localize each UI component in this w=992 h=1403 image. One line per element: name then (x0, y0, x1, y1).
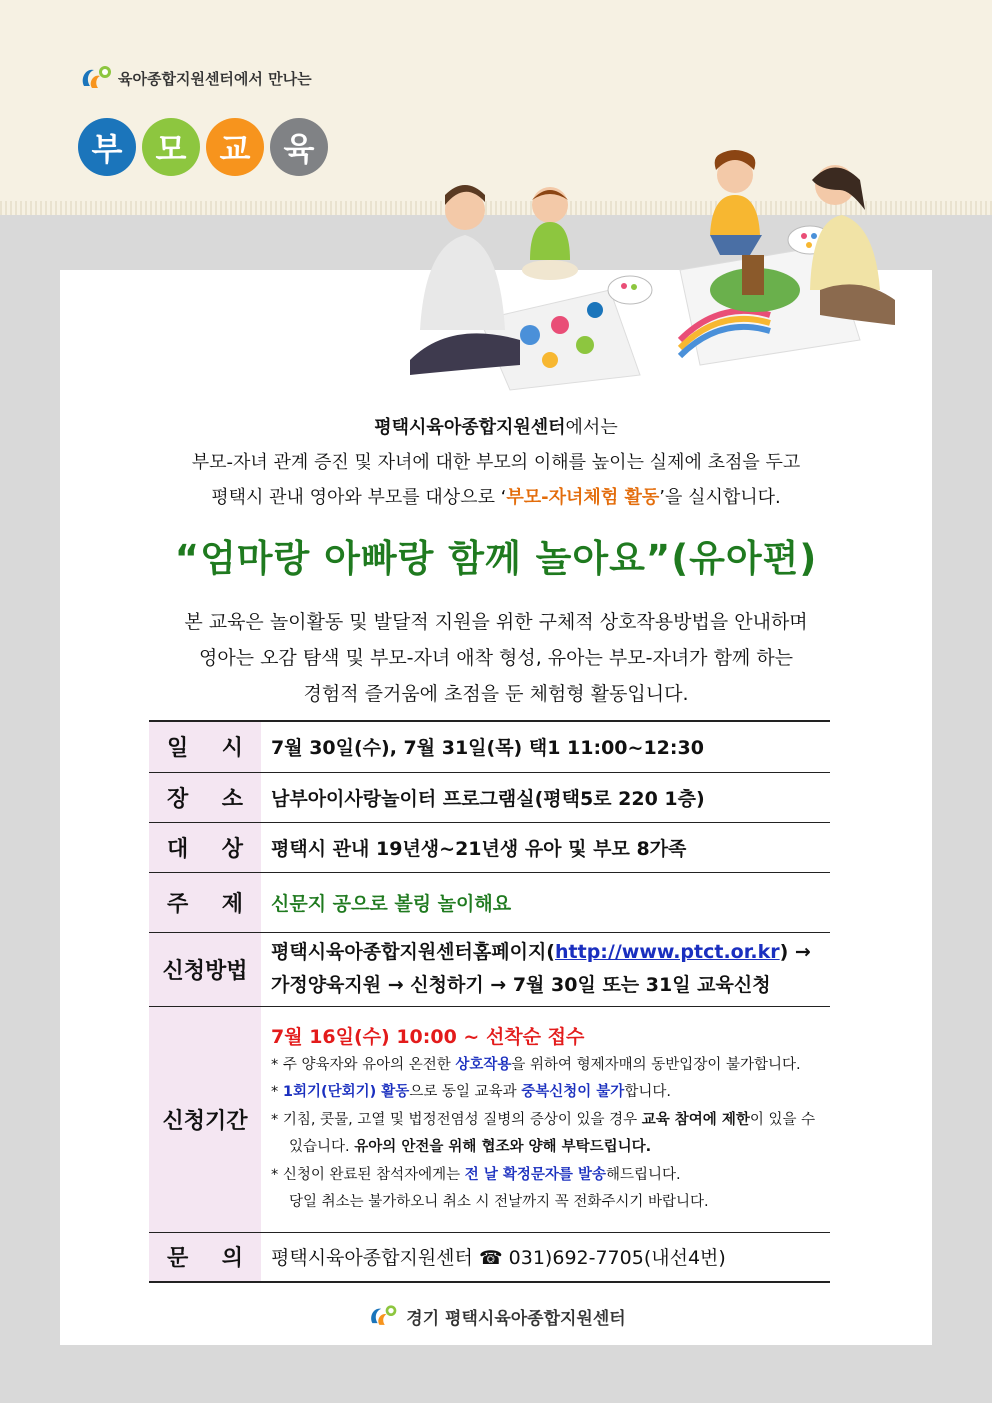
label-apply-method: 신청방법 (149, 932, 261, 1006)
note-1 (271, 1052, 830, 1080)
note-3-c: 이 있을 수 있습니다. (289, 1111, 816, 1155)
badge-yuk: 육 (270, 118, 328, 176)
footer-logo-icon (366, 1300, 400, 1332)
apply-method-line-1-a: 평택시육아종합지원센터홈페이지( (271, 941, 555, 963)
info-table (149, 720, 830, 1283)
label-place-a: 장 (167, 786, 189, 812)
value-topic: 신문지 공으로 볼링 놀이해요 (261, 872, 830, 932)
label-target (149, 822, 261, 872)
value-apply-method (261, 932, 830, 1006)
row-contact (149, 1232, 830, 1282)
label-schedule-a: 일 (167, 736, 189, 762)
apply-notes (271, 1052, 830, 1217)
description-line-3: 경험적 즐거움에 초점을 둔 체험형 활동입니다. (303, 683, 689, 705)
note-4-a: * 신청이 완료된 참석자에게는 (271, 1166, 465, 1183)
center-logo-icon (78, 60, 114, 96)
apply-method-line-2: 가정양육지원 → 신청하기 → 7월 30일 또는 31일 교육신청 (271, 974, 771, 996)
note-2-highlight-2: 중복신청이 불가 (521, 1084, 625, 1100)
value-apply-period (261, 1006, 830, 1232)
program-title: “엄마랑 아빠랑 함께 놀아요”(유아편) (174, 537, 818, 580)
intro-line-3-b: ’을 실시합니다. (659, 487, 781, 508)
note-4-highlight: 전 날 확정문자를 발송 (464, 1166, 606, 1183)
note-3 (271, 1107, 830, 1162)
contact-phone-number: 031)692-7705(내선4번) (508, 1247, 726, 1270)
value-place: 남부아이사랑놀이터 프로그램실(평택5로 220 1층) (261, 772, 830, 822)
intro-text (60, 410, 932, 515)
note-1-a: * 주 양육자와 유아의 온전한 (271, 1056, 456, 1073)
note-2: * 1회기(단회기) 활동으로 동일 교육과 중복신청이 불가합니다. (271, 1084, 671, 1100)
center-name: 평택시육아종합지원센터 (374, 417, 566, 438)
label-schedule-b: 시 (221, 736, 243, 762)
header-logo (78, 60, 312, 96)
label-apply-period: 신청기간 (149, 1006, 261, 1232)
apply-period-headline: 7월 16일(수) 10:00 ~ 선착순 접수 (271, 1025, 585, 1048)
note-3-bold-1: 교육 참여에 제한 (641, 1111, 750, 1128)
intro-line-2: 부모-자녀 관계 증진 및 자녀에 대한 부모의 이해를 높이는 실제에 초점을 두고 (191, 452, 801, 473)
label-place (149, 772, 261, 822)
note-3-bold-2: 유아의 안전을 위해 협조와 양해 부탁드립니다. (354, 1139, 652, 1155)
apply-method-line-1 (271, 936, 830, 969)
note-4-continued: 당일 취소는 불가하오니 취소 시 전날까지 꼭 전화주시기 바랍니다. (289, 1194, 709, 1210)
footer (0, 1300, 992, 1332)
label-place-b: 소 (221, 786, 243, 812)
label-target-b: 상 (221, 836, 243, 862)
intro-line-1-rest: 에서는 (565, 417, 618, 438)
label-topic-a: 주 (167, 891, 189, 917)
value-contact (261, 1232, 830, 1282)
badge-bu: 부 (78, 118, 136, 176)
contact-center-name: 평택시육아종합지원센터 (271, 1247, 473, 1270)
value-schedule: 7월 30일(수), 7월 31일(목) 택1 11:00~12:30 (261, 721, 830, 772)
label-contact (149, 1232, 261, 1282)
phone-icon: ☎ (478, 1247, 503, 1270)
note-1-highlight: 상호작용 (455, 1056, 512, 1073)
badge-mo: 모 (142, 118, 200, 176)
label-target-a: 대 (167, 836, 189, 862)
intro-line-1 (60, 410, 932, 445)
label-schedule (149, 721, 261, 772)
note-4 (271, 1162, 830, 1190)
row-place (149, 772, 830, 822)
program-description (60, 604, 932, 712)
intro-line-3 (60, 480, 932, 515)
note-2-a: 으로 동일 교육과 (409, 1084, 522, 1100)
note-1-b: 을 위하여 형제자매의 동반입장이 불가합니다. (511, 1056, 801, 1073)
description-line-1: 본 교육은 놀이활동 및 발달적 지원을 위한 구체적 상호작용방법을 안내하며 (184, 611, 808, 633)
badge-group (78, 118, 328, 176)
intro-line-3-a: 평택시 관내 영아와 부모를 대상으로 ‘ (211, 487, 507, 508)
row-apply-period (149, 1006, 830, 1232)
row-schedule (149, 721, 830, 772)
activity-highlight: 부모-자녀체험 활동 (506, 487, 660, 508)
label-topic-b: 제 (221, 891, 243, 917)
homepage-link[interactable]: http://www.ptct.or.kr (555, 941, 780, 963)
row-target (149, 822, 830, 872)
note-4-b: 해드립니다. (606, 1166, 681, 1183)
note-2-highlight-1: 1회기(단회기) 활동 (282, 1084, 410, 1100)
note-3-a: * 기침, 콧물, 고열 및 법정전염성 질병의 증상이 있을 경우 (271, 1111, 642, 1128)
row-topic (149, 872, 830, 932)
family-painting-illustration (380, 150, 900, 395)
row-apply-method (149, 932, 830, 1006)
label-contact-b: 의 (221, 1246, 243, 1272)
value-target: 평택시 관내 19년생~21년생 유아 및 부모 8가족 (261, 822, 830, 872)
header-tagline: 육아종합지원센터에서 만나는 (118, 69, 312, 88)
apply-method-line-1-b: ) → (779, 941, 811, 963)
label-contact-a: 문 (167, 1246, 189, 1272)
label-topic (149, 872, 261, 932)
footer-text: 경기 평택시육아종합지원센터 (406, 1308, 626, 1329)
note-2-b: 합니다. (624, 1084, 671, 1100)
badge-gyo: 교 (206, 118, 264, 176)
description-line-2: 영아는 오감 탐색 및 부모-자녀 애착 형성, 유아는 부모-자녀가 함께 하는 (198, 647, 794, 669)
